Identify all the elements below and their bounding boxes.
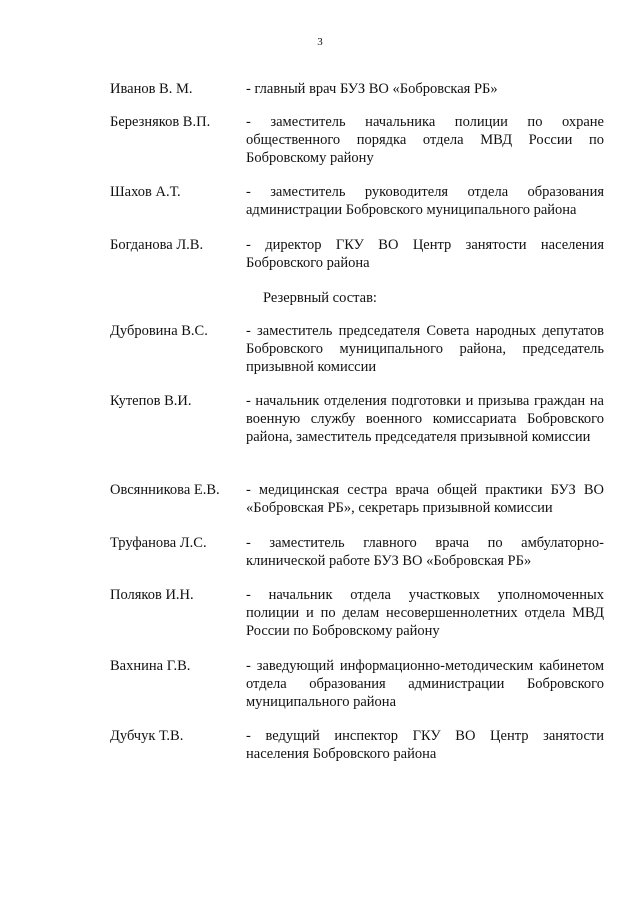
member-role: - заместитель председателя Совета народных депутатов Бобровского муниципального района, председатель призывной комиссии xyxy=(246,323,604,375)
member-role: - начальник отдела участковых уполномоченных полиции и по делам несовершеннолетних отдела МВД России по Бобровскому району xyxy=(246,587,604,639)
member-role: - заместитель руководителя отдела образования администрации Бобровского муниципального района xyxy=(246,184,604,218)
member-name: Труфанова Л.С. xyxy=(110,535,207,551)
member-name: Шахов А.Т. xyxy=(110,184,181,200)
reserve-heading: Резервный состав: xyxy=(263,290,377,306)
member-name: Вахнина Г.В. xyxy=(110,658,191,674)
member-name: Березняков В.П. xyxy=(110,114,211,130)
member-role: - начальник отделения подготовки и призыва граждан на военную службу военного комиссариата Бобровского района, заместитель председателя призывной комиссии xyxy=(246,393,604,445)
member-role: - ведущий инспектор ГКУ ВО Центр занятости населения Бобровского района xyxy=(246,728,604,762)
member-role: - медицинская сестра врача общей практики БУЗ ВО «Бобровская РБ», секретарь призывной комиссии xyxy=(246,482,604,516)
member-role: - заместитель начальника полиции по охране общественного порядка отдела МВД России по Бобровскому району xyxy=(246,114,604,166)
member-name: Поляков И.Н. xyxy=(110,587,194,603)
member-name: Иванов В. М. xyxy=(110,81,193,97)
member-name: Богданова Л.В. xyxy=(110,237,204,253)
member-role: - заместитель главного врача по амбулаторно-клинической работе БУЗ ВО «Бобровская РБ» xyxy=(246,535,604,569)
member-role: - главный врач БУЗ ВО «Бобровская РБ» xyxy=(246,81,498,97)
member-name: Овсянникова Е.В. xyxy=(110,482,220,498)
member-name: Дубчук Т.В. xyxy=(110,728,184,744)
member-role: - директор ГКУ ВО Центр занятости населения Бобровского района xyxy=(246,237,604,271)
member-name: Дубровина В.С. xyxy=(110,323,208,339)
member-role: - заведующий информационно-методическим кабинетом отдела образования администрации Бобровского муниципального района xyxy=(246,658,604,710)
member-name: Кутепов В.И. xyxy=(110,393,192,409)
page-number: 3 xyxy=(317,36,323,48)
